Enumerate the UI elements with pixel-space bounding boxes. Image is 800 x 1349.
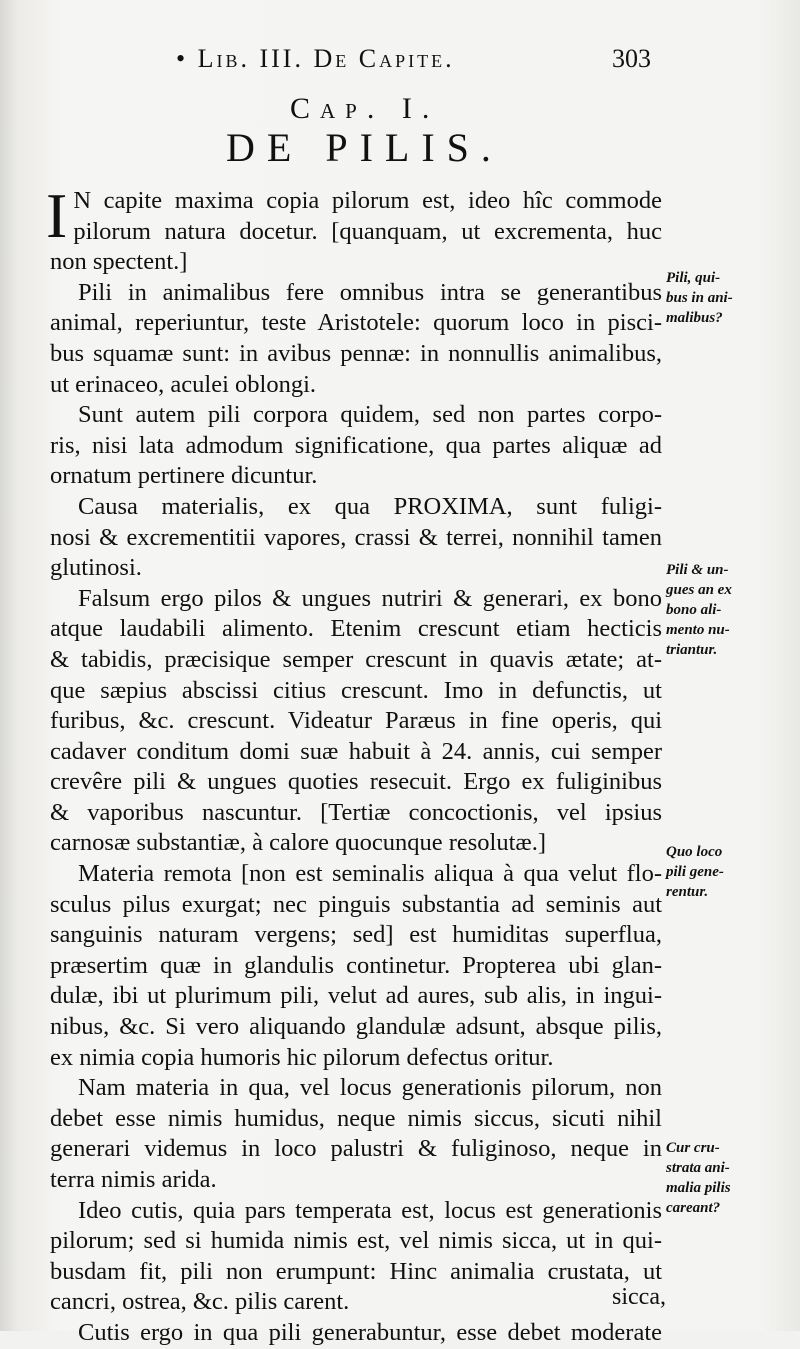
text-line: que sæpius abscissi citius crescunt. Imo in defunctis, ut: [50, 676, 662, 704]
margin-note-line: bus in ani-: [666, 290, 733, 306]
running-title: • Lib. III. De Capite.: [176, 44, 455, 73]
text-line: præsertim quæ in glandulis continetur. Propterea ubi glan-: [50, 951, 662, 979]
margin-note: [666, 560, 796, 660]
text-line: generari videmus in loco palustri & fuliginoso, neque in: [50, 1135, 662, 1163]
text-line: pilorum; sed si humida nimis est, vel nimis sicca, ut in qui-: [50, 1227, 662, 1255]
text-line: Pili in animalibus fere omnibus intra se generantibus: [78, 278, 662, 306]
margin-note-line: Pili, qui-: [666, 270, 721, 286]
text-line: Causa materialis, ex qua PROXIMA, sunt fuligi-: [78, 492, 662, 520]
text-line: non spectent.]: [50, 248, 188, 276]
text-line: bus squamæ sunt: in avibus pennæ: in nonnullis animalibus,: [50, 339, 662, 367]
text-line: furibus, &c. crescunt. Videatur Paræus in fine operis, qui: [50, 707, 662, 735]
text-line: glutinosi.: [50, 554, 142, 582]
margin-note-line: rentur.: [666, 884, 709, 900]
body-text: [46, 180, 662, 1349]
text-line: Falsum ergo pilos & ungues nutriri & generari, ex bono: [78, 584, 662, 612]
text-line: sanguinis naturam vergens; sed] est humiditas superflua,: [50, 921, 662, 949]
margin-note-line: malibus?: [666, 310, 723, 326]
text-line: Materia remota [non est seminalis aliqua à qua velut flo-: [78, 860, 662, 888]
text-line: debet esse nimis humidus, neque nimis siccus, sicuti nihil: [50, 1104, 662, 1132]
text-line: sculus pilus exurgat; nec pinguis substantia ad seminis aut: [50, 890, 662, 918]
margin-note: [666, 842, 796, 902]
text-line: nibus, &c. Si vero aliquando glandulæ adsunt, absque pilis,: [50, 1013, 662, 1041]
text-line: terra nimis arida.: [50, 1166, 217, 1193]
chapter-number: Cap. I.: [290, 92, 440, 125]
margin-note-line: pili gene-: [666, 864, 724, 880]
text-line: ris, nisi lata admodum significatione, qua partes aliquæ ad: [50, 431, 662, 459]
text-line: cancri, ostrea, &c. pilis carent.: [50, 1288, 350, 1316]
text-line: nosi & excrementitii vapores, crassi & terrei, nonnihil tamen: [50, 523, 662, 551]
margin-note-line: malia pilis: [666, 1180, 731, 1196]
text-line: pilorum natura docetur. [quanquam, ut excrementa, huc: [73, 217, 662, 245]
margin-note-line: bono ali-: [666, 602, 722, 618]
text-line: & tabidis, præcisique semper crescunt in quavis ætate; at-: [50, 645, 662, 673]
text-line: ex nimia copia humoris hic pilorum defectus oritur.: [50, 1043, 554, 1071]
text-line: carnosæ substantiæ, à calore quocunque resolutæ.]: [50, 829, 547, 857]
margin-note-line: Cur cru-: [666, 1140, 720, 1156]
text-line: & vaporibus nascuntur. [Tertiæ concoctionis, vel ipsius: [50, 798, 662, 826]
margin-note-line: triantur.: [666, 642, 718, 658]
margin-note: [666, 268, 796, 328]
text-line: animal, reperiuntur, teste Aristotele: quorum loco in pisci-: [50, 309, 662, 337]
page-number: 303: [612, 44, 651, 73]
margin-note-line: mento nu-: [666, 622, 730, 638]
margin-note-line: Quo loco: [666, 844, 723, 860]
text-line: cadaver conditum domi suæ habuit à 24. annis, cui semper: [50, 737, 662, 765]
text-line: ut erinaceo, aculei oblongi.: [50, 370, 316, 398]
margin-note: [666, 1138, 796, 1218]
catchword: sicca,: [612, 1284, 666, 1310]
text-line: Nam materia in qua, vel locus generationis pilorum, non: [78, 1074, 662, 1102]
margin-note-line: careant?: [666, 1200, 721, 1216]
text-line: N capite maxima copia pilorum est, ideo hîc commode: [73, 187, 662, 214]
text-line: atque laudabili alimento. Etenim crescunt etiam hecticis: [50, 615, 662, 643]
text-line: Cutis ergo in qua pili generabuntur, esse debet moderate: [78, 1318, 662, 1346]
text-line: ornatum pertinere dicuntur.: [50, 462, 318, 490]
margin-note-line: strata ani-: [666, 1160, 730, 1176]
text-line: busdam fit, pili non erumpunt: Hinc animalia crustata, ut: [50, 1257, 662, 1285]
margin-note-line: Pili & un-: [666, 562, 729, 578]
chapter-title: DE PILIS.: [226, 125, 503, 170]
text-line: Sunt autem pili corpora quidem, sed non partes corpo-: [78, 401, 662, 429]
drop-cap: I: [46, 180, 68, 251]
margin-note-line: gues an ex: [666, 582, 732, 598]
text-line: crevêre pili & ungues quoties resecuit. Ergo ex fuliginibus: [50, 768, 662, 796]
text-line: Ideo cutis, quia pars temperata est, locus est generationis: [78, 1196, 662, 1224]
text-line: dulæ, ibi ut plurimum pili, velut ad aures, sub alis, in ingui-: [50, 982, 662, 1010]
